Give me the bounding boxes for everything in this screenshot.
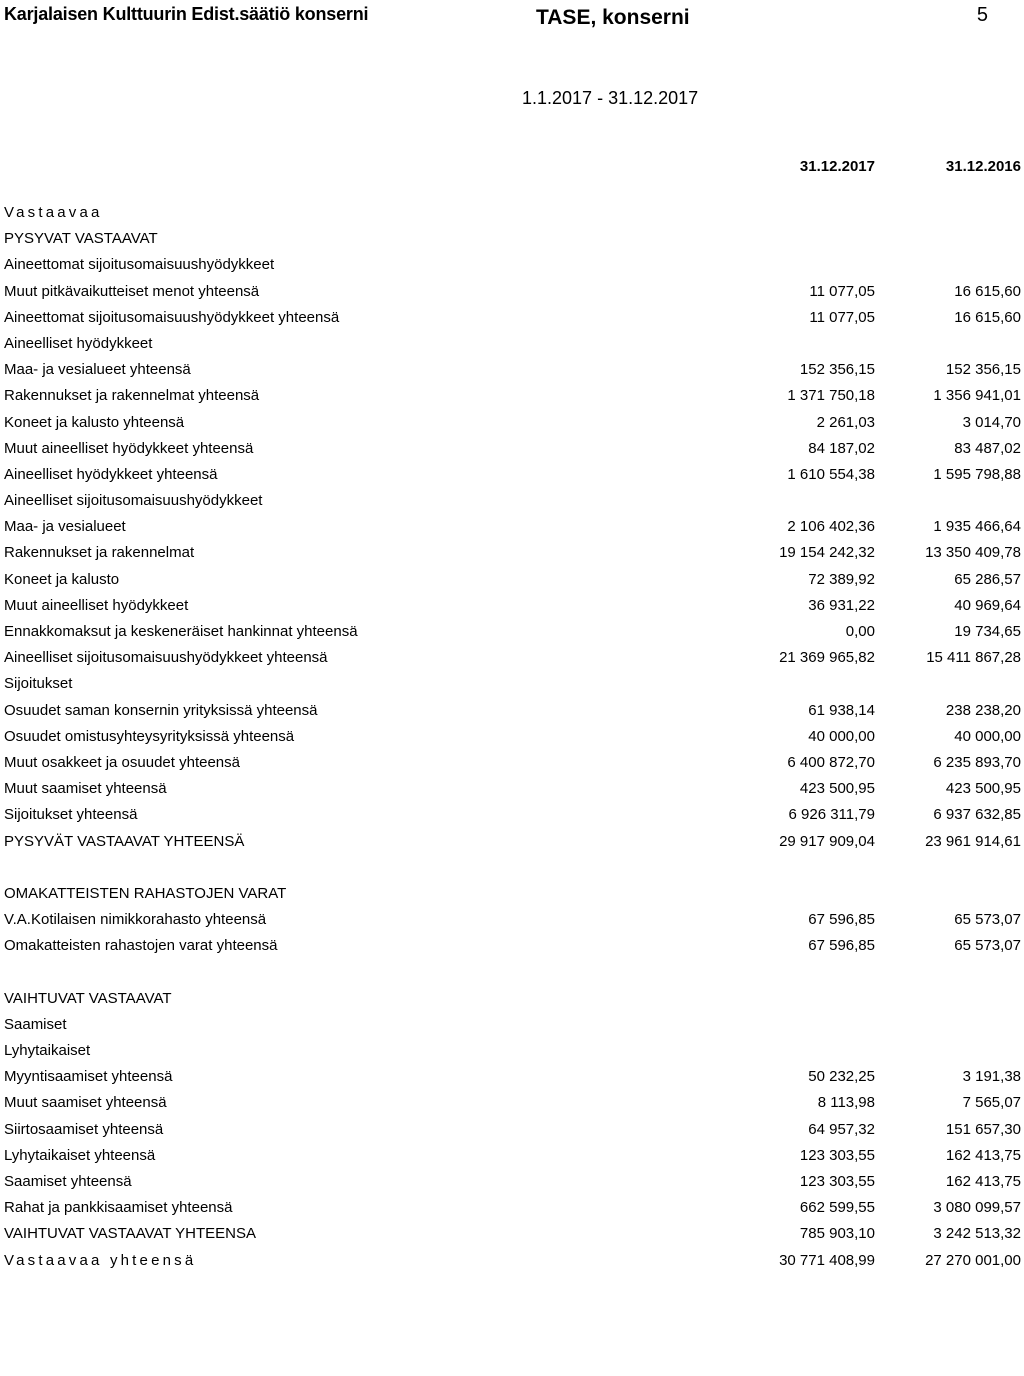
value-2016: 13 350 409,78 — [925, 544, 1021, 562]
row-label: PYSYVAT VASTAAVAT — [4, 230, 158, 248]
row-label: OMAKATTEISTEN RAHASTOJEN VARAT — [4, 884, 287, 902]
table-row — [0, 1038, 1024, 1064]
row-label: Muut osakkeet ja osuudet yhteensä — [4, 753, 240, 771]
value-2016: 65 573,07 — [954, 937, 1021, 955]
row-label: Vastaavaa yhteensä — [4, 1251, 197, 1269]
value-2017: 21 369 965,82 — [779, 649, 875, 667]
value-2017: 11 077,05 — [809, 308, 875, 326]
value-2017: 662 599,55 — [799, 1199, 875, 1217]
value-2016: 1 595 798,88 — [933, 465, 1021, 483]
table-row — [0, 671, 1024, 697]
row-label: Koneet ja kalusto — [4, 570, 120, 588]
table-row — [0, 462, 1024, 488]
row-label: Aineelliset sijoitusomaisuushyödykkeet — [4, 492, 263, 510]
row-label: Omakatteisten rahastojen varat yhteensä — [4, 937, 278, 955]
value-2017: 29 917 909,04 — [779, 832, 875, 850]
table-row — [0, 1169, 1024, 1195]
table-row — [0, 410, 1024, 436]
value-2016: 65 286,57 — [954, 570, 1021, 588]
table-row — [0, 488, 1024, 514]
value-2017: 8 113,98 — [817, 1094, 875, 1112]
row-label: Rakennukset ja rakennelmat — [4, 544, 195, 562]
value-2017: 785 903,10 — [799, 1225, 875, 1243]
value-2017: 30 771 408,99 — [779, 1251, 875, 1269]
row-label: PYSYVÄT VASTAAVAT YHTEENSÄ — [4, 832, 245, 850]
spacer-row — [0, 855, 1024, 881]
table-row — [0, 907, 1024, 933]
row-label: Lyhytaikaiset yhteensä — [4, 1146, 156, 1164]
column-header-2017: 31.12.2017 — [799, 158, 875, 175]
row-label: Rahat ja pankkisaamiset yhteensä — [4, 1199, 233, 1217]
value-2017: 6 400 872,70 — [787, 753, 875, 771]
table-row — [0, 200, 1024, 226]
value-2016: 16 615,60 — [954, 282, 1021, 300]
table-row — [0, 1090, 1024, 1116]
value-2017: 67 596,85 — [808, 911, 875, 929]
table-row — [0, 514, 1024, 540]
row-label: Lyhytaikaiset — [4, 1042, 91, 1059]
table-row — [0, 750, 1024, 776]
value-2016: 40 969,64 — [954, 596, 1021, 614]
value-2016: 19 734,65 — [954, 623, 1021, 640]
value-2016: 23 961 914,61 — [925, 832, 1021, 850]
table-row — [0, 383, 1024, 409]
value-2016: 423 500,95 — [945, 780, 1021, 798]
row-label: Saamiset — [4, 1015, 67, 1033]
value-2017: 2 261,03 — [816, 413, 875, 431]
table-row — [0, 436, 1024, 462]
value-2016: 3 014,70 — [962, 413, 1021, 431]
row-label: Aineelliset sijoitusomaisuushyödykkeet yhteensä — [4, 649, 328, 667]
table-row — [0, 1195, 1024, 1221]
value-2016: 15 411 867,28 — [926, 649, 1021, 667]
table-row — [0, 226, 1024, 252]
table-row — [0, 1117, 1024, 1143]
row-label: Aineettomat sijoitusomaisuushyödykkeet — [4, 256, 275, 274]
value-2017: 11 077,05 — [809, 282, 875, 300]
row-label: Rakennukset ja rakennelmat yhteensä — [4, 387, 260, 405]
row-label: Muut aineelliset hyödykkeet — [4, 596, 189, 614]
page-number: 5 — [976, 4, 988, 26]
value-2017: 152 356,15 — [799, 361, 875, 379]
row-label: Muut pitkävaikutteiset menot yhteensä — [4, 282, 260, 300]
row-label: Aineettomat sijoitusomaisuushyödykkeet yhteensä — [4, 308, 340, 326]
value-2016: 238 238,20 — [945, 701, 1021, 719]
row-label: Sijoitukset yhteensä — [4, 806, 138, 824]
row-label: Osuudet omistusyhteysyrityksissä yhteensä — [4, 727, 295, 745]
value-2016: 151 657,30 — [945, 1120, 1021, 1138]
value-2016: 1 356 941,01 — [933, 387, 1021, 405]
row-label: Siirtosaamiset yhteensä — [4, 1120, 164, 1138]
value-2017: 2 106 402,36 — [787, 518, 875, 536]
table-row — [0, 829, 1024, 855]
value-2016: 1 935 466,64 — [933, 518, 1021, 536]
table-row — [0, 593, 1024, 619]
value-2017: 67 596,85 — [808, 937, 875, 955]
value-2016: 7 565,07 — [962, 1094, 1021, 1112]
value-2017: 84 187,02 — [808, 439, 875, 457]
value-2016: 3 191,38 — [962, 1068, 1021, 1086]
table-row — [0, 1248, 1024, 1274]
table-row — [0, 1012, 1024, 1038]
table-row — [0, 645, 1024, 671]
value-2016: 83 487,02 — [954, 439, 1021, 457]
row-label: Ennakkomaksut ja keskeneräiset hankinnat yhteensä — [4, 623, 358, 640]
value-2016: 27 270 001,00 — [925, 1251, 1021, 1269]
value-2017: 1 610 554,38 — [787, 465, 875, 483]
table-row — [0, 933, 1024, 959]
table-row — [0, 279, 1024, 305]
row-label: VAIHTUVAT VASTAAVAT — [4, 989, 172, 1007]
value-2017: 50 232,25 — [808, 1068, 875, 1086]
table-row — [0, 802, 1024, 828]
row-label: Koneet ja kalusto yhteensä — [4, 413, 185, 431]
table-row — [0, 305, 1024, 331]
table-row — [0, 1143, 1024, 1169]
row-label: Sijoitukset — [4, 675, 73, 693]
column-header-2016: 31.12.2016 — [945, 158, 1021, 175]
value-2017: 0,00 — [845, 623, 875, 640]
value-2017: 64 957,32 — [808, 1120, 875, 1138]
organization-name: Karjalaisen Kulttuurin Edist.säätiö konserni — [4, 4, 369, 24]
row-label: Myyntisaamiset yhteensä — [4, 1068, 173, 1086]
row-label: Saamiset yhteensä — [4, 1172, 132, 1190]
row-label: Vastaavaa — [4, 204, 103, 221]
table-row — [0, 331, 1024, 357]
row-label: Muut aineelliset hyödykkeet yhteensä — [4, 439, 254, 457]
row-label: Maa- ja vesialueet — [4, 518, 126, 536]
reporting-period: 1.1.2017 - 31.12.2017 — [522, 88, 699, 108]
value-2017: 61 938,14 — [808, 701, 875, 719]
table-row — [0, 567, 1024, 593]
table-row — [0, 698, 1024, 724]
table-row — [0, 881, 1024, 907]
value-2017: 19 154 242,32 — [779, 544, 875, 562]
table-row — [0, 724, 1024, 750]
value-2016: 6 937 632,85 — [933, 806, 1021, 824]
value-2017: 1 371 750,18 — [787, 387, 875, 405]
value-2016: 152 356,15 — [945, 361, 1021, 379]
table-row — [0, 1064, 1024, 1090]
table-row — [0, 540, 1024, 566]
table-row — [0, 357, 1024, 383]
row-label: Maa- ja vesialueet yhteensä — [4, 361, 191, 379]
value-2016: 3 242 513,32 — [933, 1225, 1021, 1243]
table-row — [0, 986, 1024, 1012]
value-2016: 162 413,75 — [945, 1172, 1021, 1190]
value-2017: 423 500,95 — [799, 780, 875, 798]
row-label: Aineelliset hyödykkeet — [4, 334, 153, 352]
spacer-row — [0, 959, 1024, 985]
value-2016: 65 573,07 — [954, 911, 1021, 929]
row-label: VAIHTUVAT VASTAAVAT YHTEENSA — [4, 1225, 257, 1243]
table-row — [0, 619, 1024, 645]
value-2017: 36 931,22 — [808, 596, 875, 614]
document-title: TASE, konserni — [536, 6, 690, 29]
value-2016: 3 080 099,57 — [933, 1199, 1021, 1217]
row-label: Osuudet saman konsernin yrityksissä yhteensä — [4, 701, 318, 719]
value-2016: 16 615,60 — [954, 308, 1021, 326]
row-label: Muut saamiset yhteensä — [4, 780, 167, 798]
balance-sheet-table — [0, 200, 1024, 1274]
row-label: Muut saamiset yhteensä — [4, 1094, 167, 1112]
value-2017: 72 389,92 — [808, 570, 875, 588]
value-2017: 40 000,00 — [808, 727, 875, 745]
row-label: V.A.Kotilaisen nimikkorahasto yhteensä — [4, 911, 267, 929]
value-2017: 123 303,55 — [799, 1146, 875, 1164]
value-2016: 6 235 893,70 — [933, 753, 1021, 771]
value-2016: 40 000,00 — [954, 727, 1021, 745]
table-row — [0, 252, 1024, 278]
row-label: Aineelliset hyödykkeet yhteensä — [4, 465, 218, 483]
table-row — [0, 1221, 1024, 1247]
value-2016: 162 413,75 — [945, 1146, 1021, 1164]
value-2017: 6 926 311,79 — [788, 806, 875, 824]
table-row — [0, 776, 1024, 802]
value-2017: 123 303,55 — [799, 1172, 875, 1190]
